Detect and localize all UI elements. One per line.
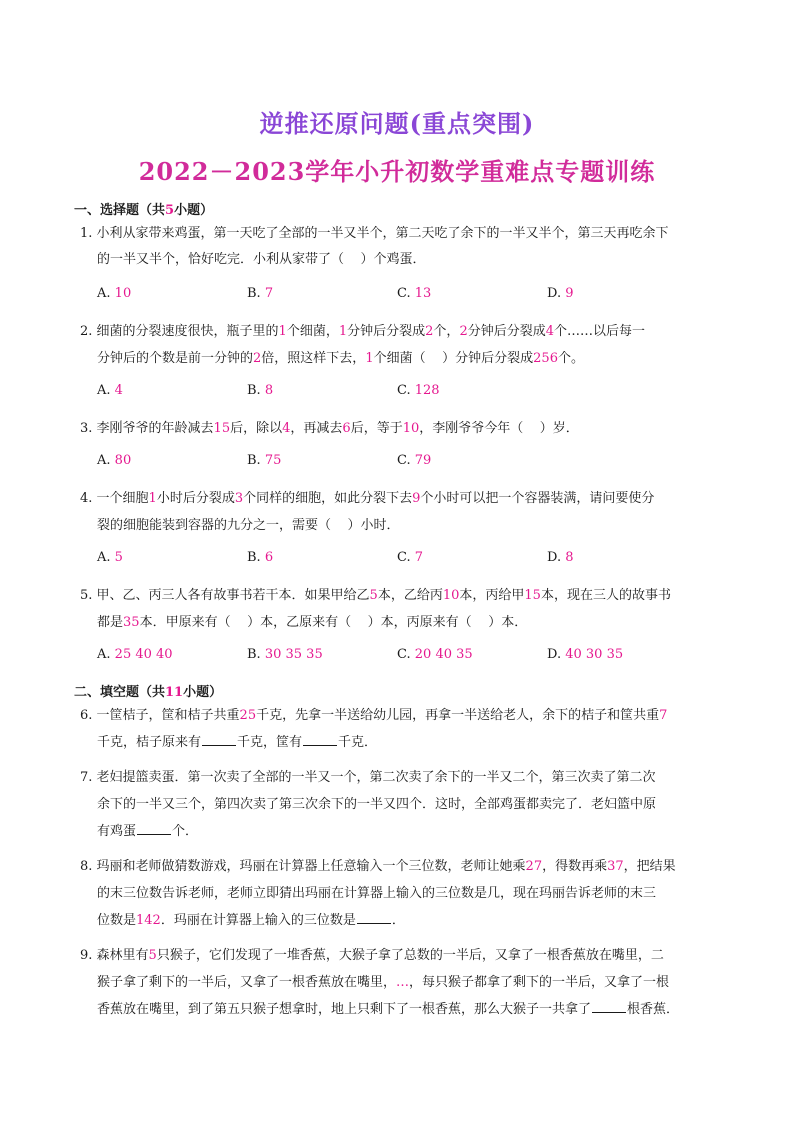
question-2-options [97,383,717,401]
question-5-line-2: 都是35本．甲原来有（ ）本，乙原来有（ ）本，丙原来有（ ）本． [97,615,528,630]
question-4-line-1: 4. 一个细胞1小时后分裂成3个同样的细胞，如此分裂下去9个小时可以把一个容器装满，请问要使分 [80,491,655,506]
question-4-line-2: 裂的细胞能装到容器的九分之一，需要（ ）小时． [97,518,400,533]
question-8-line-2: 的末三位数告诉老师，老师立即猜出玛丽在计算器上输入的三位数是几，现在玛丽告诉老师的末三 [97,886,657,901]
question-3-line-1: 3. 李刚爷爷的年龄减去15后，除以4，再减去6后，等于10，李刚爷爷今年（ ）岁． [80,421,579,436]
worksheet-subtitle: 2022－2023学年小升初数学重难点专题训练 [138,157,656,186]
option-c[interactable]: C. 128 [397,383,440,398]
worksheet-title: 逆推还原问题(重点突围) [259,109,535,138]
question-2-line-1: 2. 细菌的分裂速度很快，瓶子里的1个细菌，1分钟后分裂成2个，2分钟后分裂成4个……以后每一 [80,324,646,339]
option-c[interactable]: C. 13 [397,286,432,301]
option-c[interactable]: C. 20 40 35 [397,647,473,662]
option-a[interactable]: A. 4 [97,383,123,398]
option-a[interactable]: A. 5 [97,550,123,565]
question-9-line-1: 9. 森林里有5只猴子，它们发现了一堆香蕉，大猴子拿了总数的一半后，又拿了一根香蕉放在嘴里，二 [80,948,664,963]
question-8-line-1: 8. 玛丽和老师做猜数游戏，玛丽在计算器上任意输入一个三位数，老师让她乘27，得数再乘37，把结果 [80,859,676,874]
question-6-line-2: 千克，桔子原来有 千克，筐有 千克． [97,735,378,750]
question-8-line-3: 位数是142．玛丽在计算器上输入的三位数是 ． [97,913,405,928]
question-1-line-2: 的一半又半个，恰好吃完．小利从家带了（ ）个鸡蛋． [97,252,426,267]
option-c[interactable]: C. 79 [397,453,432,468]
option-c[interactable]: C. 7 [397,550,424,565]
option-b[interactable]: B. 7 [247,286,274,301]
option-b[interactable]: B. 75 [247,453,282,468]
option-b[interactable]: B. 6 [247,550,274,565]
question-5-options [97,647,717,665]
section-heading-choice: 一、选择题（共5小题） [74,203,214,218]
option-b[interactable]: B. 8 [247,383,274,398]
option-b[interactable]: B. 30 35 35 [247,647,323,662]
question-5-line-1: 5. 甲、乙、丙三人各有故事书若干本．如果甲给乙5本，乙给丙10本，丙给甲15本，现在三人的故事书 [80,588,671,603]
question-9-line-3: 香蕉放在嘴里，到了第五只猴子想拿时，地上只剩下了一根香蕉，那么大猴子一共拿了 根香蕉． [97,1002,680,1017]
option-a[interactable]: A. 80 [97,453,132,468]
question-9-line-2: 猴子拿了剩下的一半后，又拿了一根香蕉放在嘴里，…，每只猴子都拿了剩下的一半后，又拿了一根 [97,975,670,990]
question-7-line-1: 7. 老妇提篮卖蛋．第一次卖了全部的一半又一个，第二次卖了余下的一半又二个，第三次卖了第二次 [80,770,656,785]
question-7-line-3: 有鸡蛋 个． [97,824,199,839]
option-a[interactable]: A. 10 [97,286,132,301]
question-1-options [97,286,717,304]
option-d[interactable]: D. 40 30 35 [547,647,624,662]
question-2-line-2: 分钟后的个数是前一分钟的2倍，照这样下去，1个细菌（ ）分钟后分裂成256个。 [97,351,584,366]
option-d[interactable]: D. 9 [547,286,574,301]
option-a[interactable]: A. 25 40 40 [97,647,173,662]
question-6-line-1: 6. 一筐桔子，筐和桔子共重25千克，先拿一半送给幼儿园，再拿一半送给老人，余下的桔子和筐共重7 [80,708,668,723]
section-heading-fill: 二、填空题（共11小题） [74,685,223,700]
question-1-line-1: 1. 小利从家带来鸡蛋，第一天吃了全部的一半又半个，第二天吃了余下的一半又半个，第三天再吃余下 [80,226,669,241]
answer-blank[interactable] [357,913,391,924]
answer-blank[interactable] [202,735,236,746]
answer-blank[interactable] [137,824,171,835]
question-4-options [97,550,717,568]
answer-blank[interactable] [303,735,337,746]
question-7-line-2: 余下的一半又三个，第四次卖了第三次余下的一半又四个．这时，全部鸡蛋都卖完了．老妇篮中原 [97,797,657,812]
question-3-options [97,453,717,471]
answer-blank[interactable] [592,1002,626,1013]
option-d[interactable]: D. 8 [547,550,574,565]
